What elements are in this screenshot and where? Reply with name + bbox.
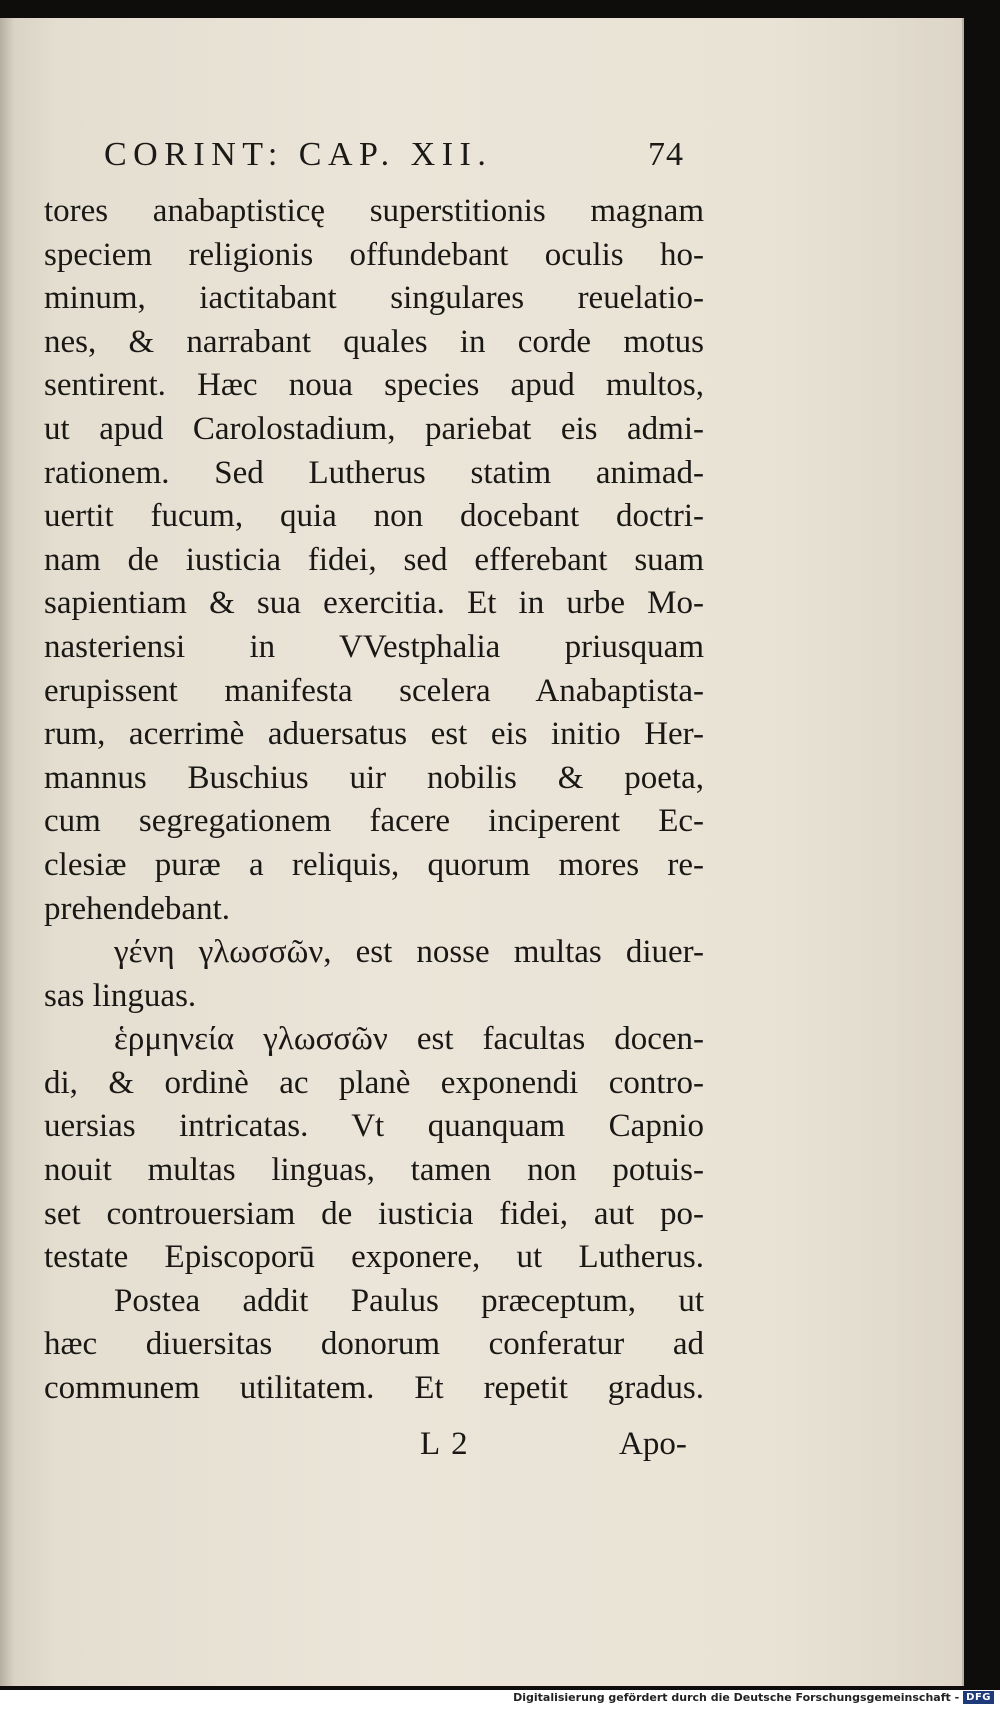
- text-line: communem utilitatem. Et repetit gradus.: [44, 1370, 704, 1407]
- dfg-logo: DFG: [963, 1691, 994, 1704]
- text-line: rationem. Sed Lutherus statim animad-: [44, 454, 704, 491]
- text-line: uertit fucum, quia non docebant doctri-: [44, 498, 704, 535]
- text-line: sentirent. Hæc noua species apud multos,: [44, 367, 704, 404]
- text-line: nes, & narrabant quales in corde motus: [44, 323, 704, 360]
- text-line: sas linguas.: [44, 977, 197, 1014]
- text-line: mannus Buschius uir nobilis & poeta,: [44, 759, 704, 796]
- text-line: speciem religionis offundebant oculis ho-: [44, 236, 704, 273]
- digitization-footer: [513, 1688, 994, 1706]
- text-line: cum segregationem facere inciperent Ec-: [44, 803, 704, 840]
- text-line: Postea addit Paulus præceptum, ut: [114, 1282, 704, 1319]
- text-line: erupissent manifesta scelera Anabaptista-: [44, 672, 704, 709]
- catchline: [404, 1426, 704, 1470]
- text-line: clesiæ puræ a reliquis, quorum mores re-: [44, 846, 704, 883]
- body-text: [44, 190, 704, 1411]
- text-line: sapientiam & sua exercitia. Et in urbe Mo-: [44, 585, 704, 622]
- footer-text: Digitalisierung gefördert durch die Deutsche Forschungsgemeinschaft -: [513, 1690, 960, 1704]
- signature-mark: L 2: [420, 1426, 470, 1462]
- text-line: uersias intricatas. Vt quanquam Capnio: [44, 1108, 704, 1145]
- text-line: nouit multas linguas, tamen non potuis-: [44, 1152, 704, 1189]
- text-line: hæc diuersitas donorum conferatur ad: [44, 1326, 704, 1363]
- text-line: nam de iusticia fidei, sed efferebant suam: [44, 541, 704, 578]
- catchword: Apo-: [619, 1426, 687, 1462]
- text-line: prehendebant.: [44, 890, 230, 927]
- text-line: di, & ordinè ac planè exponendi contro-: [44, 1064, 704, 1101]
- text-line: nasteriensi in VVestphalia priusquam: [44, 628, 704, 665]
- text-line: set controuersiam de iusticia fidei, aut po-: [44, 1195, 704, 1232]
- running-head-title: CORINT: CAP. XII.: [104, 136, 493, 173]
- running-head: [104, 136, 704, 176]
- text-line: ἑρμηνεία γλωσσῶν est facultas docen-: [114, 1021, 704, 1058]
- text-line: rum, acerrimè aduersatus est eis initio Her-: [44, 716, 704, 753]
- text-line: testate Episcoporū exponere, ut Lutherus.: [44, 1239, 704, 1276]
- book-page: [0, 18, 964, 1686]
- text-line: tores anabaptisticę superstitionis magnam: [44, 193, 704, 229]
- text-line: minum, iactitabant singulares reuelatio-: [44, 280, 704, 317]
- text-line: ut apud Carolostadium, pariebat eis admi-: [44, 410, 704, 447]
- text-line: γένη γλωσσῶν, est nosse multas diuer-: [114, 934, 704, 971]
- page-number: 74: [648, 136, 684, 173]
